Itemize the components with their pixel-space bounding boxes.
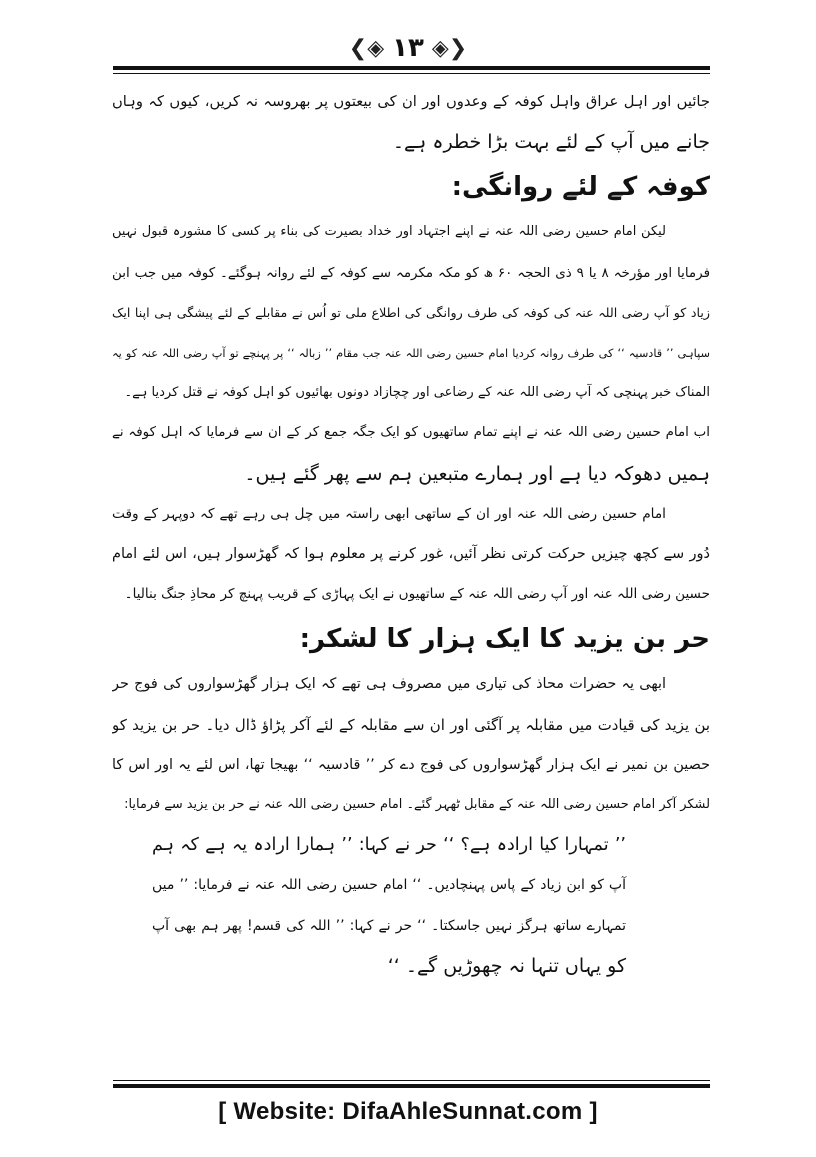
- header-divider: [113, 66, 710, 74]
- footer-divider: [113, 1080, 710, 1088]
- text-line: ’’ تمہارا کیا ارادہ ہے؟ ‘‘ حر نے کہا: ’’ ہمارا ارادہ یہ ہے کہ ہم: [152, 835, 626, 856]
- text-line: حصین بن نمیر نے ایک ہزار گھڑسواروں کی فوج دے کر ’’ قادسیہ ‘‘ بھیجا تھا، اس لئے یہ اور اس کا: [112, 756, 710, 773]
- text-line: ابھی یہ حضرات محاذ کی تیاری میں مصروف ہی تھے کہ ایک ہزار گھڑسواروں کی فوج حر: [112, 676, 666, 693]
- text-line: اب امام حسین رضی اللہ عنہ نے اپنے تمام ساتھیوں کو ایک جگہ جمع کر کے ان سے فرمایا کہ اہل کوفہ نے: [112, 425, 710, 441]
- text-line: ہمیں دھوکہ دیا ہے اور ہمارے متبعین ہم سے پھر گئے ہیں۔: [244, 462, 710, 485]
- paragraph-2: [112, 212, 710, 493]
- ornament-right-icon: ◈❯: [431, 35, 468, 61]
- paragraph-1: [112, 82, 710, 162]
- text-line: زیاد کو آپ رضی اللہ عنہ کی کوفہ کی طرف روانگی کی اطلاع ملی تو اُس نے مقابلے کے لئے پیشگی ہی اپنا ایک: [112, 304, 710, 320]
- text-line: فرمایا اور مؤرخہ ۸ یا ۹ ذی الحجہ ۶۰ ھ کو مکہ مکرمہ سے کوفہ کے لئے روانہ ہوگئے۔ کوفہ میں جب ابن: [112, 264, 710, 281]
- text-line: حسین رضی اللہ عنہ اور آپ رضی اللہ عنہ کے ساتھیوں نے ایک پہاڑی کے قریب پہنچ کر محاذِ جنگ بنالیا۔: [124, 586, 710, 603]
- ornament-left-icon: ❮◈: [348, 35, 385, 61]
- text-line: امام حسین رضی اللہ عنہ اور ان کے ساتھی ابھی راستہ میں چل ہی رہے تھے کہ دوپہر کے وقت: [112, 505, 666, 522]
- text-line: لشکر آکر امام حسین رضی اللہ عنہ کے مقابل ٹھہر گئے۔ امام حسین رضی اللہ عنہ نے حر بن یزید سے فرمایا:: [124, 797, 710, 813]
- quoted-dialogue: [112, 825, 710, 986]
- page-body: [112, 82, 710, 1062]
- section-heading-kufa-departure: کوفہ کے لئے روانگی:: [451, 172, 710, 203]
- paragraph-3: [112, 494, 710, 615]
- page-header: [0, 28, 816, 68]
- text-line: بن یزید کی قیادت میں مقابلہ پر آگئی اور ان سے مقابلہ کے لئے آکر پڑاؤ ڈال دیا۔ حر بن یزید کو: [112, 715, 710, 734]
- text-line: دُور سے کچھ چیزیں حرکت کرتی نظر آئیں، غور کرنے پر معلوم ہوا کہ گھڑسوار ہیں، اس لئے امام: [112, 546, 710, 563]
- text-line: جائیں اور اہل عراق واہل کوفہ کے وعدوں اور ان کی بیعتوں پر بھروسہ نہ کریں، کیوں کہ وہاں: [112, 93, 710, 110]
- text-line: آپ کو ابن زیاد کے پاس پہنچادیں۔ ‘‘ امام حسین رضی اللہ عنہ نے فرمایا: ’’ میں: [152, 877, 626, 894]
- page-number: ۱۳: [392, 33, 424, 63]
- text-line: المناک خبر پہنچی کہ آپ رضی اللہ عنہ کے رضاعی اور چچازاد دونوں بھائیوں کو اہل کوفہ نے قتل کردیا ہے۔: [124, 385, 710, 401]
- text-line: کو یہاں تنہا نہ چھوڑیں گے۔ ‘‘: [387, 954, 626, 977]
- text-line: سپاہی ’’ قادسیہ ‘‘ کی طرف روانہ کردیا امام حسین رضی اللہ عنہ جب مقام ’’ زبالہ ‘‘ پر پہنچے تو آپ رضی اللہ عنہ کو یہ: [112, 346, 710, 361]
- text-line: لیکن امام حسین رضی اللہ عنہ نے اپنے اجتہاد اور خداد بصیرت کی بناء پر کسی کا مشورہ قبول نہیں: [112, 224, 666, 240]
- section-heading-hur-army: حر بن یزید کا ایک ہزار کا لشکر:: [299, 624, 710, 655]
- website-footer: [ Website: DifaAhleSunnat.com ]: [218, 1098, 598, 1125]
- text-line: جانے میں آپ کے لئے بہت بڑا خطرہ ہے۔: [392, 131, 710, 154]
- text-line: تمہارے ساتھ ہرگز نہیں جاسکتا۔ ‘‘ حر نے کہا: ’’ اللہ کی قسم! پھر ہم بھی آپ: [152, 917, 626, 934]
- paragraph-4: [112, 664, 710, 825]
